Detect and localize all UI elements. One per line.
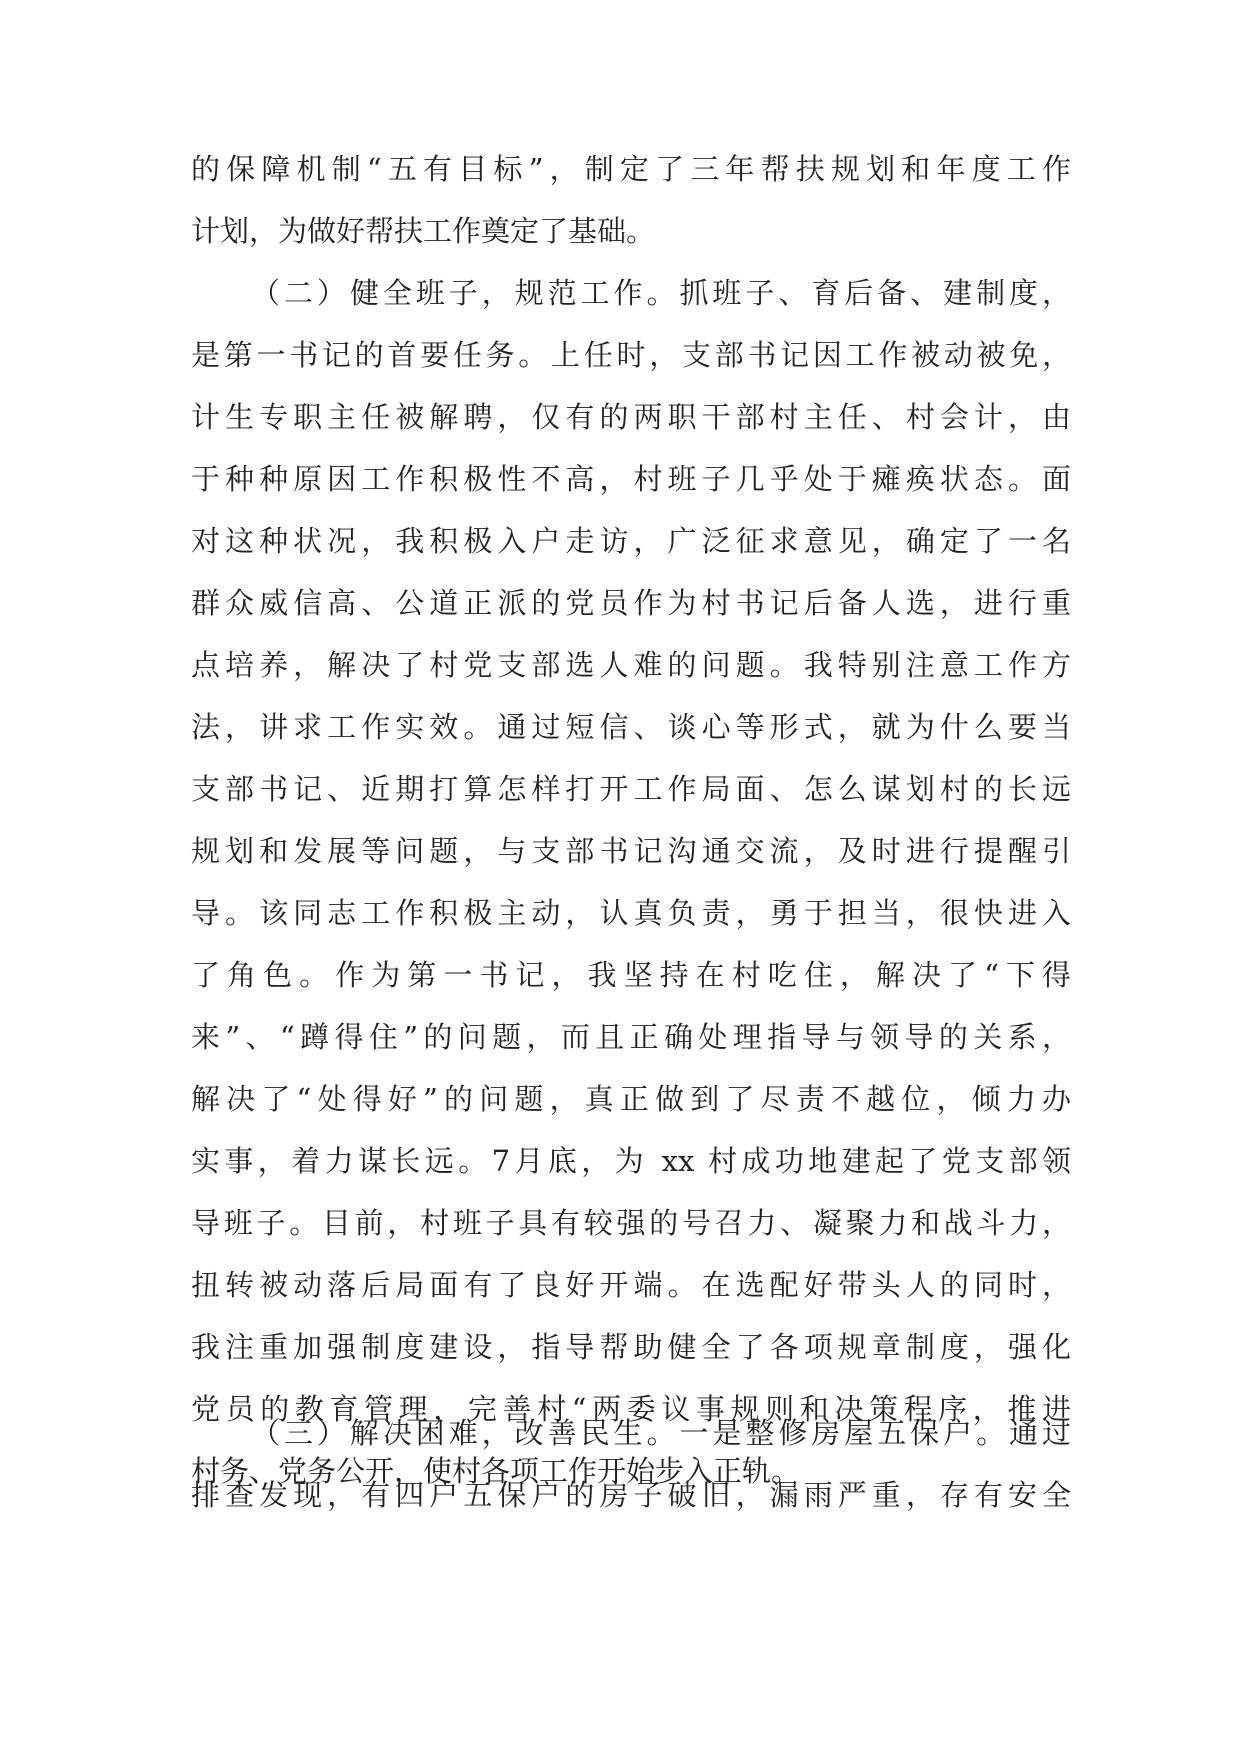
text-line: 党员的教育管理，完善村“两委议事规则和决策程序，推进 <box>191 1392 1071 1426</box>
text-line: 是第一书记的首要任务。上任时，支部书记因工作被动被免， <box>191 338 1071 372</box>
text-line: 群众威信高、公道正派的党员作为村书记后备人选，进行重 <box>191 586 1071 620</box>
text-line: 我注重加强制度建设，指导帮助健全了各项规章制度，强化 <box>191 1330 1071 1364</box>
text-line: 于种种原因工作积极性不高，村班子几乎处于瘫痪状态。面 <box>191 462 1071 496</box>
text-line: 计划，为做好帮扶工作奠定了基础。 <box>191 214 656 248</box>
text-line: 的保障机制“五有目标”，制定了三年帮扶规划和年度工作 <box>191 152 1071 186</box>
text-line: （二）健全班子，规范工作。抓班子、育后备、建制度， <box>251 276 1071 310</box>
text-line: 点培养，解决了村党支部选人难的问题。我特别注意工作方 <box>191 648 1071 682</box>
text-line: 扭转被动落后局面有了良好开端。在选配好带头人的同时， <box>191 1268 1071 1302</box>
text-line: 导班子。目前，村班子具有较强的号召力、凝聚力和战斗力， <box>191 1206 1071 1240</box>
text-line: 计生专职主任被解聘，仅有的两职干部村主任、村会计，由 <box>191 400 1071 434</box>
text-line: 村务、党务公开，使村各项工作开始步入正轨。 <box>191 1454 801 1488</box>
text-line: 支部书记、近期打算怎样打开工作局面、怎么谋划村的长远 <box>191 772 1071 806</box>
text-line: 实事，着力谋长远。7月底，为 xx 村成功地建起了党支部领 <box>191 1144 1071 1178</box>
text-line: （三）解决困难，改善民生。一是整修房屋五保户。通过 <box>251 1416 1071 1450</box>
text-line: 来”、“蹲得住”的问题，而且正确处理指导与领导的关系， <box>191 1020 1071 1054</box>
text-line: 法，讲求工作实效。通过短信、谈心等形式，就为什么要当 <box>191 710 1071 744</box>
text-line: 导。该同志工作积极主动，认真负责，勇于担当，很快进入 <box>191 896 1071 930</box>
text-line: 对这种状况，我积极入户走访，广泛征求意见，确定了一名 <box>191 524 1071 558</box>
text-line: 规划和发展等问题，与支部书记沟通交流，及时进行提醒引 <box>191 834 1071 868</box>
paragraph-3 <box>191 1402 1071 1526</box>
paragraph-2 <box>191 262 1071 1502</box>
text-line: 解决了“处得好”的问题，真正做到了尽责不越位，倾力办 <box>191 1082 1071 1116</box>
text-line: 了角色。作为第一书记，我坚持在村吃住，解决了“下得 <box>191 958 1071 992</box>
paragraph-1 <box>191 138 1071 262</box>
text-line: 排查发现，有四户五保户的房子破旧，漏雨严重，存有安全 <box>191 1478 1071 1512</box>
